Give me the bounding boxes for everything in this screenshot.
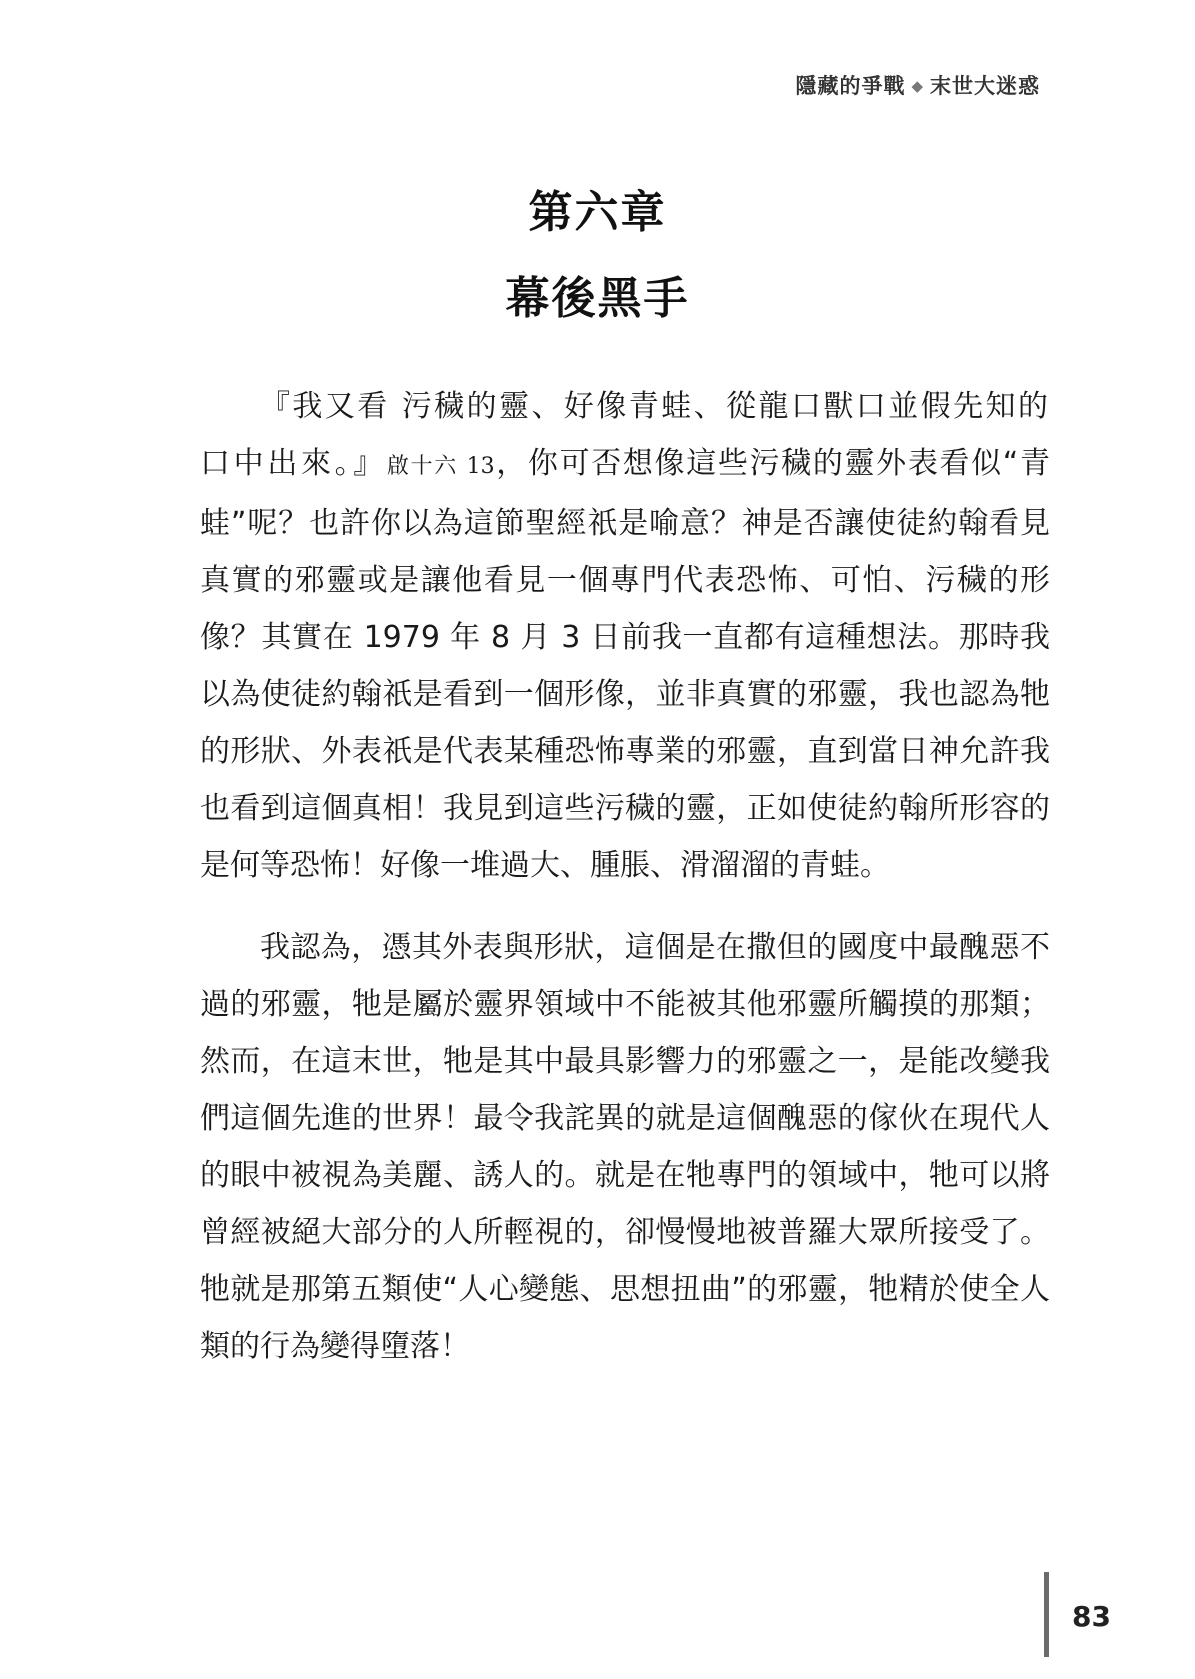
paragraph-1 (200, 378, 1050, 894)
chapter-number: 第六章 (528, 187, 667, 238)
body-text (200, 378, 1050, 1375)
book-title: 隱藏的爭戰 (795, 74, 906, 98)
diamond-separator-icon: ◆ (911, 77, 924, 95)
running-header (795, 70, 1040, 100)
paragraph-1-text: ，你可否想像這些污穢的靈外表看似“青蛙”呢？也許你以為這節聖經祇是喻意？神是否讓使徒約翰看見真實的邪靈或是讓他看見一個專門代表恐怖、可怕、污穢的形像？其實在 1979 年 8 月 3 日前我一直都有這種想法。那時我以為使徒約翰祇是看到一個形像，並非真實的邪靈，我也認為牠的形狀、外表祇是代表某種恐怖專業的邪靈，直到當日神允許我也看到這個真相！我見到這些污穢的靈，正如使徒約翰所形容的是何等恐怖！好像一堆過大、腫脹、滑溜溜的青蛙。 (200, 446, 1050, 883)
scripture-reference: 啟十六 13 (386, 454, 495, 479)
paragraph-2: 我認為，憑其外表與形狀，這個是在撒但的國度中最醜惡不過的邪靈，牠是屬於靈界領域中不能被其他邪靈所觸摸的那類；然而，在這末世，牠是其中最具影響力的邪靈之一，是能改變我們這個先進的世界！最令我詫異的就是這個醜惡的傢伙在現代人的眼中被視為美麗、誘人的。就是在牠專門的領域中，牠可以將曾經被絕大部分的人所輕視的，卻慢慢地被普羅大眾所接受了。牠就是那第五類使“人心變態、思想扭曲”的邪靈，牠精於使全人類的行為變得墮落！ (200, 930, 1050, 1364)
scripture-quote: 『我又看 污穢的靈、好像青蛙、從龍口獸口並假先知的口中出來。』 (200, 389, 1050, 481)
book-subtitle: 末世大迷惑 (930, 74, 1040, 98)
page-number-rule (1044, 1572, 1049, 1657)
page-number: 83 (1072, 1600, 1111, 1633)
chapter-title: 幕後黑手 (505, 273, 690, 324)
